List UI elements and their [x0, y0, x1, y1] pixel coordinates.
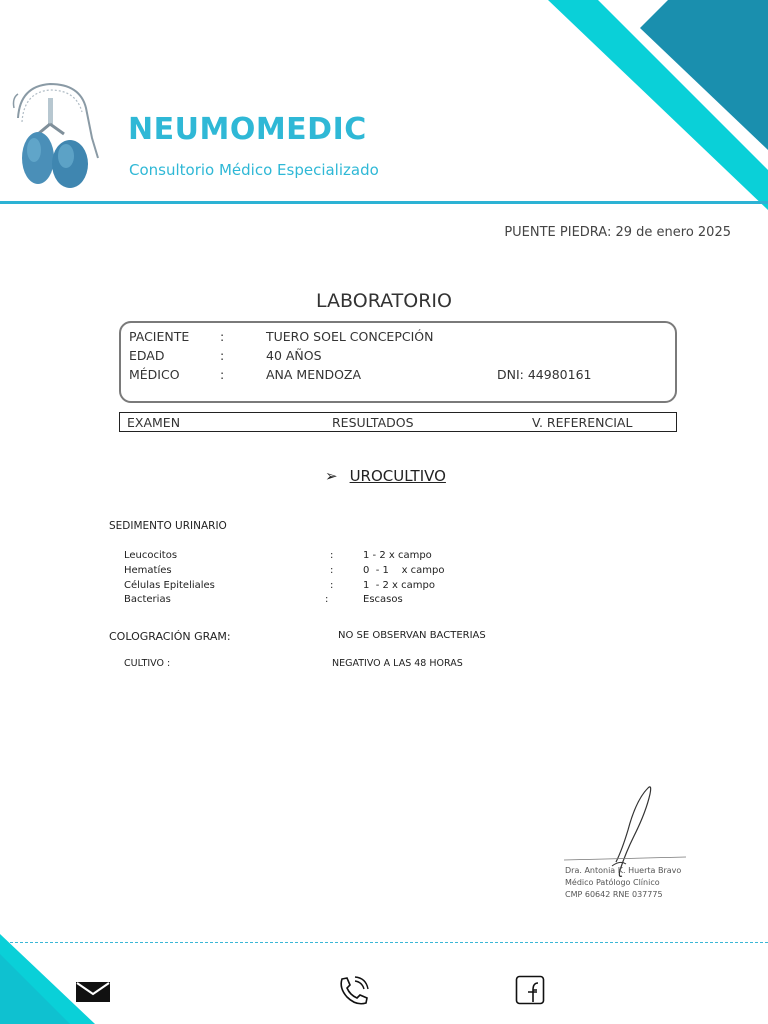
brand-subtitle: Consultorio Médico Especializado — [129, 161, 379, 179]
arrow-bullet-icon: ➢ — [325, 467, 338, 485]
culture-value: NEGATIVO A LAS 48 HORAS — [332, 658, 463, 669]
result-separator: : — [330, 565, 334, 576]
gram-label: COLOGRACIÓN GRAM: — [109, 630, 231, 643]
document-title: LABORATORIO — [316, 290, 452, 312]
signature-credentials: CMP 60642 RNE 037775 — [565, 890, 663, 899]
header-divider — [0, 201, 768, 204]
patient-name: TUERO SOEL CONCEPCIÓN — [266, 329, 434, 344]
label-age: EDAD — [129, 348, 165, 363]
separator: : — [220, 329, 225, 344]
result-value: 1 - 2 x campo — [363, 550, 432, 561]
result-label: Células Epiteliales — [124, 580, 215, 591]
footer-divider — [0, 942, 768, 943]
lungs-logo-icon — [8, 78, 102, 190]
result-label: Bacterias — [124, 594, 171, 605]
result-separator: : — [330, 550, 334, 561]
date-line: PUENTE PIEDRA: 29 de enero 2025 — [504, 225, 731, 240]
facebook-icon[interactable] — [515, 975, 545, 1005]
doctor-name: ANA MENDOZA — [266, 367, 362, 382]
sediment-heading: SEDIMENTO URINARIO — [109, 520, 227, 532]
result-value: Escasos — [363, 594, 403, 605]
signature-name: Dra. Antonia K. Huerta Bravo — [565, 866, 682, 875]
section-title-text: UROCULTIVO — [349, 467, 446, 485]
result-label: Leucocitos — [124, 550, 178, 561]
mail-icon[interactable] — [76, 982, 110, 1002]
separator: : — [220, 367, 225, 382]
result-value: 0 - 1 x campo — [363, 565, 445, 576]
section-title — [325, 467, 446, 485]
header-corner-decoration — [548, 0, 768, 210]
label-patient: PACIENTE — [129, 329, 190, 344]
gram-value: NO SE OBSERVAN BACTERIAS — [338, 630, 486, 641]
phone-icon[interactable] — [336, 975, 370, 1007]
exam-table-header — [119, 412, 677, 432]
col-exam: EXAMEN — [127, 415, 181, 430]
separator: : — [220, 348, 225, 363]
footer-corner-decoration — [0, 934, 100, 1024]
label-doctor: MÉDICO — [129, 367, 180, 382]
patient-age: 40 AÑOS — [266, 348, 322, 363]
col-results: RESULTADOS — [332, 415, 414, 430]
culture-label: CULTIVO : — [124, 658, 171, 669]
result-label: Hematíes — [124, 565, 172, 576]
result-separator: : — [325, 594, 329, 605]
patient-dni: DNI: 44980161 — [497, 367, 592, 382]
brand-name: NEUMOMEDIC — [128, 112, 367, 147]
result-value: 1 - 2 x campo — [363, 580, 435, 591]
signature-title: Médico Patólogo Clínico — [565, 878, 660, 887]
col-reference: V. REFERENCIAL — [532, 415, 633, 430]
result-separator: : — [330, 580, 334, 591]
